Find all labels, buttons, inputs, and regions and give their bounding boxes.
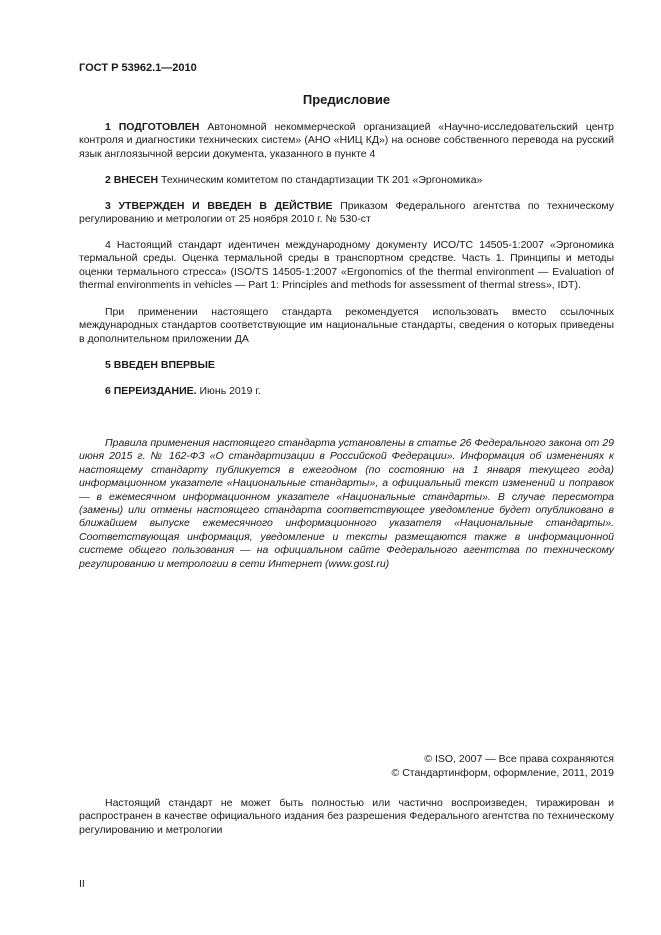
item-6-lead: 6 ПЕРЕИЗДАНИЕ. <box>105 385 197 397</box>
item-5-lead: 5 ВВЕДЕН ВПЕРВЫЕ <box>105 359 215 371</box>
item-1 <box>79 121 614 161</box>
reproduction-notice: Настоящий стандарт не может быть полностью или частично воспроизведен, тиражирован и распространен в качестве официального издания без разрешения Федерального агентства по техническому регулированию и метрологии <box>79 797 614 836</box>
item-2 <box>79 174 614 187</box>
standard-designation: ГОСТ Р 53962.1—2010 <box>79 62 197 74</box>
item-6 <box>79 385 614 398</box>
item-4-note <box>79 306 614 346</box>
item-2-lead: 2 ВНЕСЕН <box>105 174 159 186</box>
item-3 <box>79 200 614 227</box>
item-3-lead: 3 УТВЕРЖДЕН И ВВЕДЕН В ДЕЙСТВИЕ <box>105 200 333 212</box>
item-4 <box>79 239 614 293</box>
item-2-text: Техническим комитетом по стандартизации ТК 201 «Эргономика» <box>158 174 483 186</box>
item-1-lead: 1 ПОДГОТОВЛЕН <box>105 121 200 133</box>
notice-paragraph: Правила применения настоящего стандарта установлены в статье 26 Федерального закона от 29 июня 2015 г. № 162-ФЗ «О стандартизации в Российской Федерации». Информация об изменениях к настоящему стандарту публикуется в ежегодном (по состоянию на 1 января текущего года) информационном указателе «Национальные стандарты», а официальный текст изменений и поправок — в ежемесячном информационном указателе «Национальные стандарты». В случае пересмотра (замены) или отмены настоящего стандарта соответствующее уведомление будет опубликовано в ближайшем выпуске ежемесячного информационного указателя «Национальные стандарты». Соответствующая информация, уведомление и тексты размещаются также в информационной системе общего пользования — на официальном сайте Федерального агентства по техническому регулированию и метрологии в сети Интернет (www.gost.ru) <box>79 437 614 570</box>
item-5 <box>79 359 614 372</box>
section-title: Предисловие <box>302 92 391 107</box>
copyright-iso: © ISO, 2007 — Все права сохраняются <box>424 753 614 765</box>
item-1-text: Автономной некоммерческой организацией «Научно-исследовательский центр контроля и диагностики технических систем» (АНО «НИЦ КД») на основе собственного перевода на русский язык англоязычной версии документа, указанного в пункте 4 <box>79 121 615 160</box>
item-4-note-text: При применении настоящего стандарта рекомендуется использовать вместо ссылочных международных стандартов соответствующие им национальные стандарты, сведения о которых приведены в дополнительном приложении ДА <box>79 306 614 345</box>
item-4-text: 4 Настоящий стандарт идентичен международному документу ИСО/ТС 14505-1:2007 «Эргономика термальной среды. Оценка термальной среды в транспортном средстве. Часть 1. Принципы и методы оценки термального стресса» (ISO/TS 14505-1:2007 «Ergonomics of the thermal environment — Evaluation of thermal environments in vehicles — Part 1: Principles and methods for assessment of thermal stress», IDT). <box>79 239 614 292</box>
copyright-standartinform: © Стандартинформ, оформление, 2011, 2019 <box>391 767 614 779</box>
item-6-text: Июнь 2019 г. <box>196 385 261 397</box>
page-number: II <box>79 878 85 890</box>
item-3-text: Приказом Федерального агентства по техническому регулированию и метрологии от 25 ноября 2010 г. № 530-ст <box>79 200 614 226</box>
